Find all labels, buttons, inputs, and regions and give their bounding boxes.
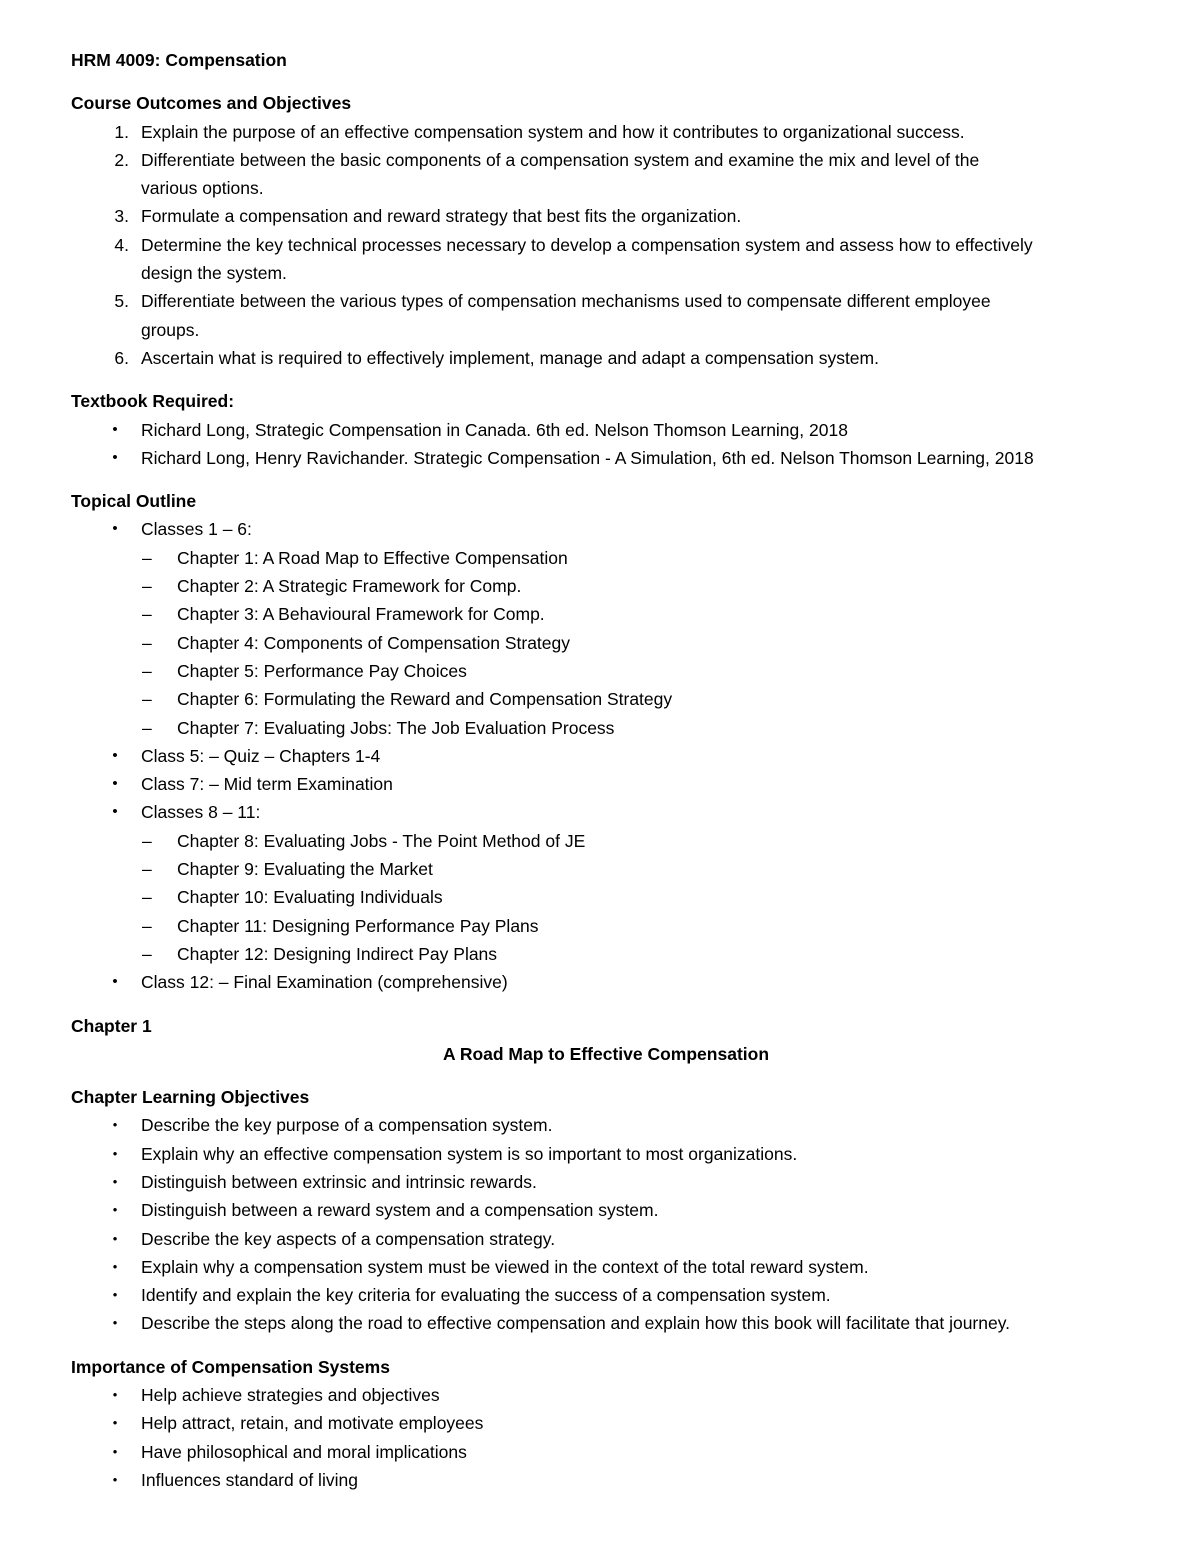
dash-icon: – — [142, 943, 152, 964]
outcome-item: 3. Formulate a compensation and reward strategy that best fits the organization. — [71, 202, 1141, 230]
dash-icon: – — [142, 915, 152, 936]
outcome-number: 4. — [114, 234, 129, 255]
bullet-icon: • — [112, 1230, 118, 1246]
outcome-item: 4. Determine the key technical processes necessary to develop a compensation system and assess how to effectively — [71, 231, 1141, 259]
dash-icon: – — [142, 576, 152, 597]
outcome-item-continuation: groups. — [141, 319, 200, 340]
outcomes-list — [71, 118, 1141, 373]
bullet-icon: • — [112, 1471, 118, 1487]
outline-item: • Classes 8 – 11: — [71, 798, 1141, 826]
outline-list — [71, 515, 1141, 996]
outline-item: • Class 12: – Final Examination (comprehensive) — [71, 968, 1141, 996]
importance-list — [71, 1381, 1141, 1494]
bullet-icon: • — [112, 420, 118, 438]
outcome-number: 6. — [114, 347, 129, 368]
outline-item: • Classes 1 – 6: — [71, 515, 1141, 543]
importance-heading: Importance of Compensation Systems — [71, 1356, 390, 1377]
outcome-number: 5. — [114, 291, 129, 312]
objectives-list — [71, 1111, 1141, 1337]
bullet-icon: • — [112, 1117, 118, 1133]
outline-heading: Topical Outline — [71, 491, 197, 512]
chapter-label: Chapter 1 — [71, 1015, 152, 1036]
textbook-heading: Textbook Required: — [71, 391, 235, 412]
importance-item: • Have philosophical and moral implications — [71, 1438, 1141, 1466]
bullet-icon: • — [112, 1387, 118, 1403]
outline-chapter: – Chapter 9: Evaluating the Market — [71, 855, 1141, 883]
bullet-icon: • — [112, 448, 118, 466]
objectives-heading: Chapter Learning Objectives — [71, 1087, 310, 1108]
bullet-icon: • — [112, 1145, 118, 1161]
bullet-icon: • — [112, 1443, 118, 1459]
outline-chapter: – Chapter 8: Evaluating Jobs - The Point Method of JE — [71, 827, 1141, 855]
outline-chapter: – Chapter 11: Designing Performance Pay Plans — [71, 912, 1141, 940]
dash-icon: – — [142, 717, 152, 738]
objective-item: • Identify and explain the key criteria for evaluating the success of a compensation system. — [71, 1281, 1141, 1309]
outcome-number: 1. — [114, 121, 129, 142]
outline-chapter: – Chapter 10: Evaluating Individuals — [71, 883, 1141, 911]
outcome-number: 3. — [114, 206, 129, 227]
textbook-item: • Richard Long, Strategic Compensation in Canada. 6th ed. Nelson Thomson Learning, 2018 — [71, 416, 1141, 444]
outline-chapter: – Chapter 3: A Behavioural Framework for Comp. — [71, 600, 1141, 628]
dash-icon: – — [142, 830, 152, 851]
bullet-icon: • — [112, 1415, 118, 1431]
dash-icon: – — [142, 660, 152, 681]
objective-item: • Describe the key aspects of a compensation strategy. — [71, 1225, 1141, 1253]
textbook-item: • Richard Long, Henry Ravichander. Strategic Compensation - A Simulation, 6th ed. Nelson Thomson Learning, 2018 — [71, 444, 1141, 472]
outcome-item: 1. Explain the purpose of an effective compensation system and how it contributes to organizational success. — [71, 118, 1141, 146]
outcome-item-continuation: design the system. — [141, 263, 287, 284]
dash-icon: – — [142, 887, 152, 908]
bullet-icon: • — [112, 1315, 118, 1331]
dash-icon: – — [142, 632, 152, 653]
outcome-number: 2. — [114, 149, 129, 170]
outline-chapter: – Chapter 5: Performance Pay Choices — [71, 657, 1141, 685]
objective-item: • Distinguish between extrinsic and intrinsic rewards. — [71, 1168, 1141, 1196]
outline-item: • Class 5: – Quiz – Chapters 1-4 — [71, 742, 1141, 770]
importance-item: • Help achieve strategies and objectives — [71, 1381, 1141, 1409]
bullet-icon: • — [112, 746, 118, 764]
outcome-item: 6. Ascertain what is required to effectively implement, manage and adapt a compensation system. — [71, 344, 1141, 372]
outline-chapter: – Chapter 6: Formulating the Reward and Compensation Strategy — [71, 685, 1141, 713]
outline-chapter: – Chapter 12: Designing Indirect Pay Plans — [71, 940, 1141, 968]
importance-item: • Influences standard of living — [71, 1466, 1141, 1494]
textbook-list — [71, 416, 1141, 473]
outline-chapter: – Chapter 4: Components of Compensation Strategy — [71, 629, 1141, 657]
bullet-icon: • — [112, 1202, 118, 1218]
objective-item: • Explain why an effective compensation system is so important to most organizations. — [71, 1140, 1141, 1168]
bullet-icon: • — [112, 520, 118, 538]
outcome-item: 2. Differentiate between the basic components of a compensation system and examine the mix and level of the — [71, 146, 1141, 174]
objective-item: • Describe the steps along the road to effective compensation and explain how this book will facilitate that journey. — [71, 1309, 1141, 1337]
bullet-icon: • — [112, 1258, 118, 1274]
document-page — [71, 46, 1141, 1494]
bullet-icon: • — [112, 803, 118, 821]
bullet-icon: • — [112, 1287, 118, 1303]
outline-chapter: – Chapter 7: Evaluating Jobs: The Job Evaluation Process — [71, 714, 1141, 742]
outline-chapter: – Chapter 2: A Strategic Framework for Comp. — [71, 572, 1141, 600]
bullet-icon: • — [112, 973, 118, 991]
importance-item: • Help attract, retain, and motivate employees — [71, 1409, 1141, 1437]
outline-item: • Class 7: – Mid term Examination — [71, 770, 1141, 798]
outcome-item: 5. Differentiate between the various types of compensation mechanisms used to compensate different employee — [71, 287, 1141, 315]
dash-icon: – — [142, 547, 152, 568]
document-title: HRM 4009: Compensation — [71, 50, 287, 70]
chapter-title: A Road Map to Effective Compensation — [442, 1043, 770, 1064]
dash-icon: – — [142, 604, 152, 625]
objective-item: • Explain why a compensation system must be viewed in the context of the total reward system. — [71, 1253, 1141, 1281]
outcome-item-continuation: various options. — [141, 178, 264, 199]
dash-icon: – — [142, 689, 152, 710]
objective-item: • Distinguish between a reward system and a compensation system. — [71, 1196, 1141, 1224]
outcomes-heading: Course Outcomes and Objectives — [71, 93, 352, 114]
bullet-icon: • — [112, 775, 118, 793]
bullet-icon: • — [112, 1173, 118, 1189]
outline-chapter: – Chapter 1: A Road Map to Effective Compensation — [71, 544, 1141, 572]
objective-item: • Describe the key purpose of a compensation system. — [71, 1111, 1141, 1139]
dash-icon: – — [142, 859, 152, 880]
